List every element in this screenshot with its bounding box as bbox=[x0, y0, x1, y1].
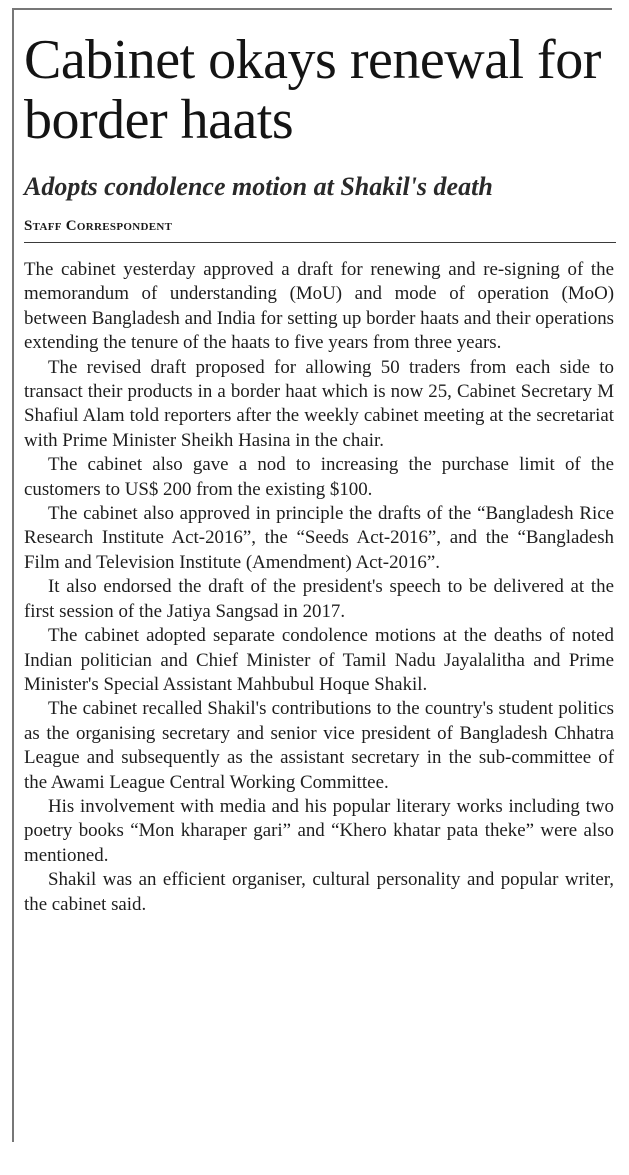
headline: Cabinet okays renewal for border haats bbox=[24, 29, 601, 151]
subheadline: Adopts condolence motion at Shakil's death bbox=[24, 172, 493, 201]
paragraph: Shakil was an efficient organiser, cultural personality and popular writer, the cabinet said. bbox=[24, 869, 614, 915]
byline: Staff Correspondent bbox=[24, 218, 173, 234]
paragraph: The cabinet also approved in principle the drafts of the “Bangladesh Rice Research Institute Act-2016”, the “Seeds Act-2016”, and the “Bangladesh Film and Television Institute (Amendment) Act-2016”. bbox=[24, 503, 614, 573]
paragraph: The cabinet also gave a nod to increasing the purchase limit of the customers to US$ 200 from the existing $100. bbox=[24, 454, 614, 500]
paragraph: The cabinet recalled Shakil's contributions to the country's student politics as the organising secretary and senior vice president of Bangladesh Chhatra League and subsequently as the assistant secretary in the sub-committee of the Awami League Central Working Committee. bbox=[24, 698, 614, 793]
paragraph: The revised draft proposed for allowing 50 traders from each side to transact their products in a border haat which is now 25, Cabinet Secretary M Shafiul Alam told reporters after the weekly cabinet meeting at the secretariat with Prime Minister Sheikh Hasina in the chair. bbox=[24, 356, 614, 451]
article-body bbox=[24, 258, 614, 917]
byline-divider bbox=[24, 242, 616, 243]
paragraph: It also endorsed the draft of the president's speech to be delivered at the first session of the Jatiya Sangsad in 2017. bbox=[24, 576, 614, 622]
paragraph: The cabinet yesterday approved a draft for renewing and re-signing of the memorandum of understanding (MoU) and mode of operation (MoO) between Bangladesh and India for setting up border haats and their operations extending the tenure of the haats to five years from three years. bbox=[24, 259, 614, 354]
paragraph: The cabinet adopted separate condolence motions at the deaths of noted Indian politician and Chief Minister of Tamil Nadu Jayalalitha and Prime Minister's Special Assistant Mahbubul Hoque Shakil. bbox=[24, 625, 614, 695]
paragraph: His involvement with media and his popular literary works including two poetry books “Mon kharaper gari” and “Khero khatar pata theke” were also mentioned. bbox=[24, 795, 614, 866]
